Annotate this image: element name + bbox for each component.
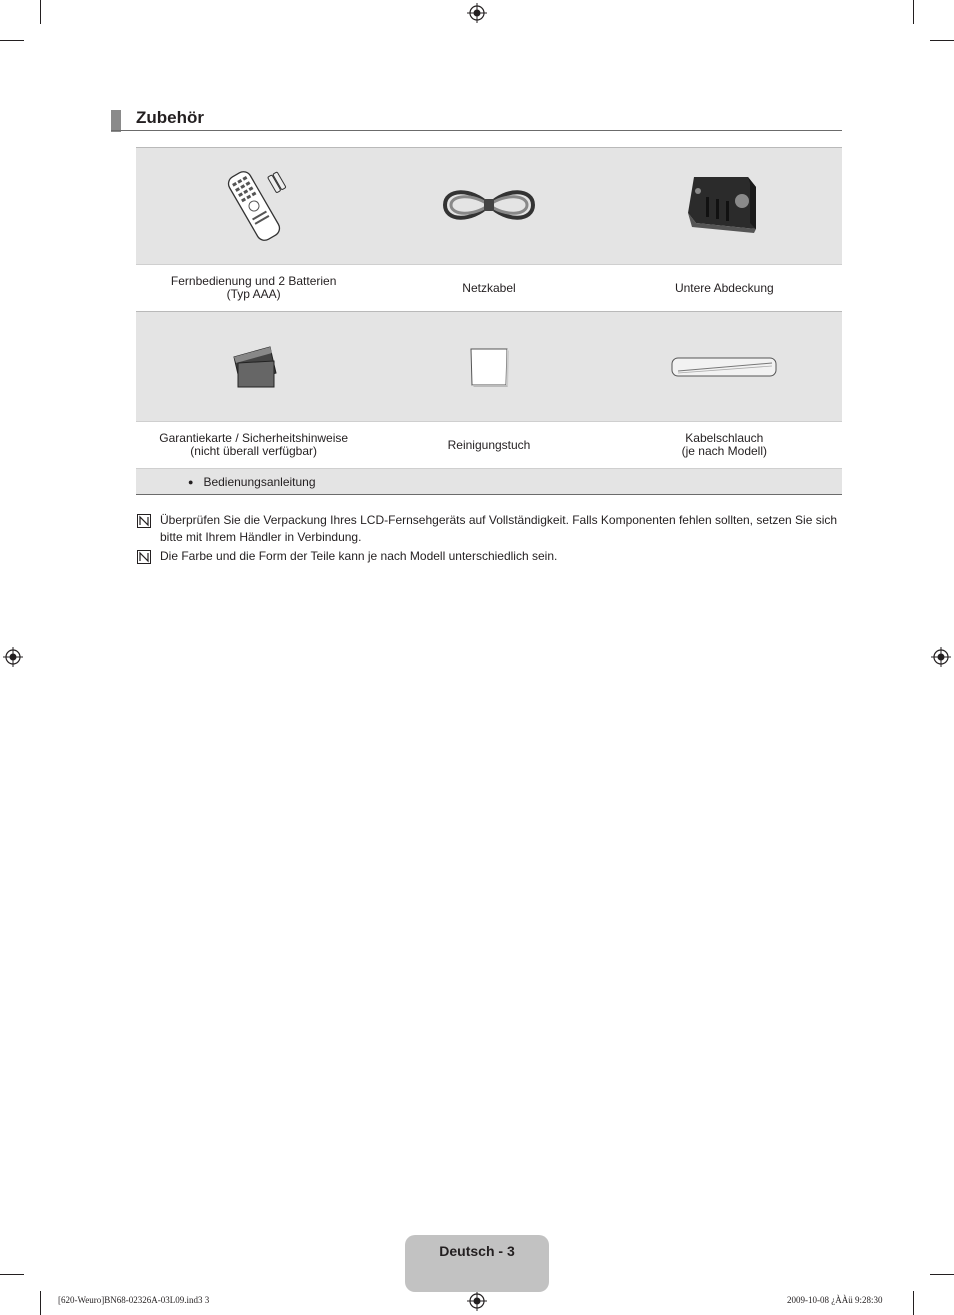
registration-mark-icon — [3, 647, 23, 667]
accessories-table — [136, 147, 842, 495]
crop-mark — [0, 1274, 24, 1275]
note-text: Überprüfen Sie die Verpackung Ihres LCD-Fernsehgeräts auf Vollständigkeit. Falls Komponenten fehlen sollten, setzen Sie sich bitte mit Ihrem Händler in Verbindung. — [160, 513, 838, 544]
section-marker — [111, 110, 121, 132]
crop-mark — [40, 1291, 41, 1315]
accessory-image-row — [136, 311, 842, 421]
note-text: Die Farbe und die Form der Teile kann je nach Modell unterschiedlich sein. — [160, 549, 558, 563]
bottom-cover-icon — [684, 173, 764, 239]
print-slug-file: [620-Weuro]BN68-02326A-03L09.ind3 3 — [58, 1295, 210, 1305]
accessory-note: (nicht überall verfügbar) — [190, 444, 318, 458]
accessory-caption — [371, 422, 606, 468]
crop-mark — [40, 0, 41, 24]
cable-tie-icon — [668, 352, 780, 382]
accessory-note: (je nach Modell) — [681, 444, 767, 458]
print-slug-timestamp: 2009-10-08 ¿ÀÀü 9:28:30 — [787, 1295, 883, 1305]
accessory-image-row — [136, 147, 842, 264]
crop-mark — [913, 1291, 914, 1315]
accessory-image-cell — [607, 312, 842, 421]
accessory-name: Fernbedienung und 2 Batterien — [170, 274, 337, 288]
accessory-caption-row — [136, 421, 842, 468]
crop-mark — [0, 40, 24, 41]
accessory-image-cell — [136, 148, 371, 264]
bullet-icon: ● — [188, 476, 194, 487]
page-label: Deutsch - 3 — [439, 1243, 515, 1259]
crop-mark — [930, 1274, 954, 1275]
extra-item-row — [136, 468, 842, 495]
accessory-image-cell — [371, 148, 606, 264]
warranty-card-icon — [224, 343, 284, 391]
accessory-caption — [607, 422, 842, 468]
accessory-name: Untere Abdeckung — [674, 280, 774, 295]
accessory-image-cell — [136, 312, 371, 421]
section-divider — [111, 130, 842, 131]
crop-mark — [930, 40, 954, 41]
cleaning-cloth-icon — [466, 345, 512, 389]
accessory-name: Netzkabel — [462, 280, 516, 295]
registration-mark-icon — [931, 647, 951, 667]
section-title: Zubehör — [136, 108, 204, 127]
remote-control-icon — [214, 166, 294, 246]
accessory-caption — [136, 422, 371, 468]
page-number-tab — [405, 1235, 549, 1292]
accessory-caption — [371, 265, 606, 311]
accessory-name: Garantiekarte / Sicherheitshinweise — [159, 431, 349, 445]
crop-mark — [913, 0, 914, 24]
accessory-image-cell — [371, 312, 606, 421]
accessory-name: Kabelschlauch — [685, 431, 764, 445]
notes-list — [136, 512, 842, 567]
extra-item-label: Bedienungsanleitung — [203, 474, 316, 489]
power-cord-icon — [441, 181, 537, 231]
note-item — [136, 548, 842, 565]
accessory-image-cell — [607, 148, 842, 264]
note-icon — [136, 548, 152, 564]
accessory-name: Reinigungstuch — [447, 437, 531, 452]
accessory-caption — [607, 265, 842, 311]
accessory-caption-row — [136, 264, 842, 311]
registration-mark-icon — [467, 3, 487, 23]
registration-mark-icon — [467, 1291, 487, 1311]
accessory-note: (Typ AAA) — [226, 287, 281, 301]
note-icon — [136, 512, 152, 528]
note-item — [136, 512, 842, 546]
accessory-caption — [136, 265, 371, 311]
